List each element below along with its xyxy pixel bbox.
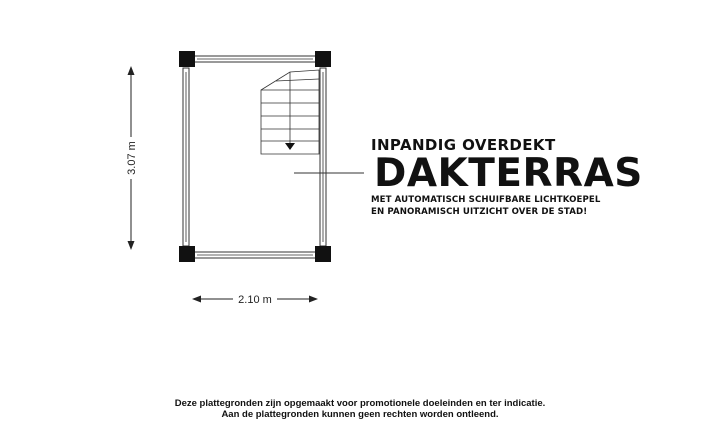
room-description-line-1: MET AUTOMATISCH SCHUIFBARE LICHTKOEPEL (371, 195, 601, 205)
room-title: DAKTERRAS (374, 151, 643, 196)
room-callout (371, 136, 643, 218)
height-dimension (122, 66, 140, 250)
staircase (261, 70, 319, 154)
room-subtitle: INPANDIG OVERDEKT (371, 136, 556, 154)
disclaimer-line-1: Deze plattegronden zijn opgemaakt voor promotionele doeleinden en ter indicatie. (174, 398, 546, 409)
column-bottom-right (315, 246, 331, 262)
width-dimension-label: 2.10 m (238, 294, 272, 306)
disclaimer-line-2: Aan de plattegronden kunnen geen rechten worden ontleend. (221, 409, 499, 420)
column-top-right (315, 51, 331, 67)
width-dimension (192, 291, 318, 307)
column-top-left (179, 51, 195, 67)
disclaimer (0, 398, 720, 420)
room-description-line-2: EN PANORAMISCH UITZICHT OVER DE STAD! (371, 207, 588, 217)
column-bottom-left (179, 246, 195, 262)
height-dimension-label: 3.07 m (126, 141, 138, 175)
